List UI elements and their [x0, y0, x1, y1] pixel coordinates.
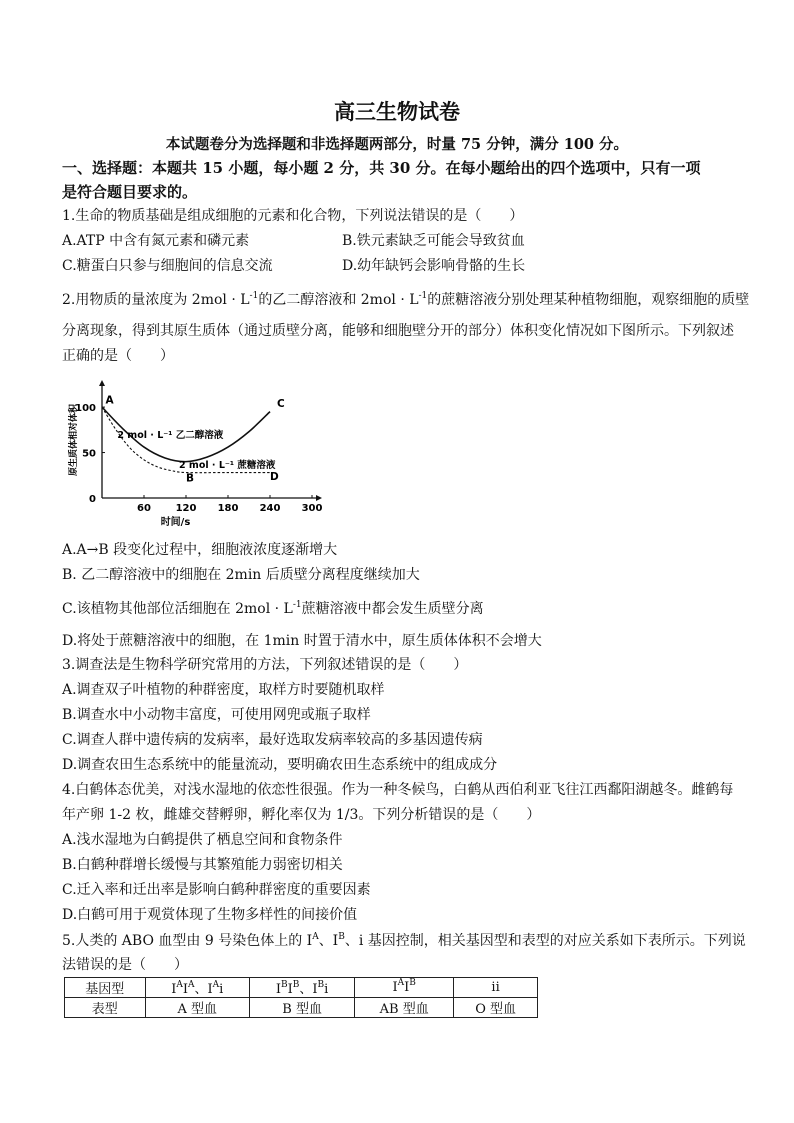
q1-option-a: A.ATP 中含有氮元素和磷元素: [62, 233, 250, 249]
phenotype-cell: O 型血: [454, 998, 538, 1018]
y-tick-label: 100: [75, 403, 96, 415]
x-tick-label: 180: [217, 503, 239, 514]
q2-option-c: [62, 599, 484, 619]
q2-stem-part2: 的乙二醇溶液和 2mol · L: [258, 292, 419, 308]
exam-instructions: 本试题卷分为选择题和非选择题两部分，时量 75 分钟，满分 100 分。: [165, 136, 629, 153]
q5-stem-line2: 法错误的是（ ）: [62, 957, 188, 973]
q5-stem-part1: 5.人类的 ABO 血型由 9 号染色体上的 I: [62, 933, 313, 949]
q2-option-c-part2: 蔗糖溶液中都会发生质壁分离: [301, 601, 484, 617]
q2-stem-part3: 的蔗糖溶液分别处理某种植物细胞，观察细胞的质壁: [427, 292, 750, 308]
q2-stem-part1: 2.用物质的量浓度为 2mol · L: [62, 292, 250, 308]
phenotype-cell: A 型血: [145, 998, 249, 1018]
point-label: A: [105, 394, 114, 407]
q1-option-b: B.铁元素缺乏可能会导致贫血: [342, 233, 525, 249]
blood-type-table: [64, 977, 538, 1018]
q2-stem-sup1: -1: [249, 291, 259, 301]
x-tick-label: 300: [301, 503, 322, 514]
point-label: B: [186, 472, 195, 485]
table-row: [65, 978, 538, 998]
q4-stem-line2: 年产卵 1-2 枚，雌雄交替孵卵，孵化率仅为 1/3。下列分析错误的是（ ）: [62, 807, 541, 823]
phenotype-cell: AB 型血: [355, 998, 454, 1018]
q3-stem: 3.调查法是生物科学研究常用的方法，下列叙述错误的是（ ）: [62, 657, 468, 673]
point-label: C: [277, 398, 285, 411]
q2-option-b: B. 乙二醇溶液中的细胞在 2min 后质壁分离程度继续加大: [62, 567, 420, 583]
x-axis-arrow: [316, 495, 322, 501]
q4-option-c: C.迁入率和迁出率是影响白鹤种群密度的重要因素: [62, 882, 371, 898]
series-label-sucrose: 2 mol · L⁻¹ 蔗糖溶液: [179, 460, 276, 471]
q3-option-a: A.调查双子叶植物的种群密度，取样方时要随机取样: [62, 682, 385, 698]
q5-stem-part2: 、I: [318, 933, 339, 949]
section-heading-line1: 一、选择题：本题共 15 小题，每小题 2 分，共 30 分。在每小题给出的四个选项中，只有一项: [62, 159, 701, 177]
q1-stem: 1.生命的物质基础是组成细胞的元素和化合物，下列说法错误的是（ ）: [62, 208, 524, 224]
q2-stem-line1: [62, 290, 749, 310]
q5-stem-sup-b: B: [338, 932, 345, 942]
y-axis-arrow: [99, 380, 105, 386]
series-label-ethylene-glycol: 2 mol · L⁻¹ 乙二醇溶液: [117, 430, 224, 441]
x-tick-label: 120: [175, 503, 197, 514]
genotype-cell-a: $I^AI^A$、$I^Ai$: [145, 978, 249, 998]
phenotype-cell: B 型血: [250, 998, 355, 1018]
page-title: 高三生物试卷: [334, 99, 460, 124]
y-tick-label: 0: [89, 494, 96, 505]
q4-option-b: B.白鹤种群增长缓慢与其繁殖能力弱密切相关: [62, 857, 343, 873]
point-label: D: [270, 470, 279, 483]
protoplast-volume-chart: [62, 380, 322, 530]
q4-option-d: D.白鹤可用于观赏体现了生物多样性的间接价值: [62, 907, 358, 923]
x-axis-label: 时间/s: [160, 517, 191, 528]
q3-option-d: D.调查农田生态系统中的能量流动，要明确农田生态系统中的组成成分: [62, 757, 498, 773]
q5-stem-part3: 、i 基因控制，相关基因型和表型的对应关系如下表所示。下列说: [344, 933, 746, 949]
table-header-phenotype: 表型: [65, 998, 146, 1018]
q3-option-c: C.调查人群中遗传病的发病率，最好选取发病率较高的多基因遗传病: [62, 732, 483, 748]
q4-stem-line1: 4.白鹤体态优美，对浅水湿地的依恋性很强。作为一种冬候鸟，白鹤从西伯利亚飞往江西鄱阳湖越冬。雌鹤每: [62, 782, 734, 798]
y-axis-label: 原生质体相对体积: [69, 403, 79, 477]
q1-option-c: C.糖蛋白只参与细胞间的信息交流: [62, 258, 273, 274]
table-header-genotype: 基因型: [65, 978, 146, 998]
q2-option-c-part1: C.该植物其他部位活细胞在 2mol · L: [62, 601, 293, 617]
x-tick-label: 240: [259, 503, 281, 514]
genotype-cell-ab: $I^AI^B$: [355, 978, 454, 998]
q2-stem-sup2: -1: [418, 291, 428, 301]
q1-option-d: D.幼年缺钙会影响骨骼的生长: [342, 258, 526, 274]
y-tick-label: 50: [82, 448, 96, 460]
q4-option-a: A.浅水湿地为白鹤提供了栖息空间和食物条件: [62, 832, 343, 848]
q5-stem-line1: [62, 931, 746, 951]
q2-stem-line2: 分离现象，得到其原生质体（通过质壁分离，能够和细胞壁分开的部分）体积变化情况如下图所示。下列叙述: [62, 323, 734, 339]
q3-option-b: B.调查水中小动物丰富度，可使用网兜或瓶子取样: [62, 707, 371, 723]
section-heading-line2: 是符合题目要求的。: [62, 183, 198, 201]
q2-option-c-sup: -1: [292, 600, 302, 610]
q5-stem-sup-a: A: [312, 932, 319, 942]
table-row: [65, 998, 538, 1018]
q2-stem-line3: 正确的是（ ）: [62, 348, 174, 364]
genotype-cell-o: ii: [454, 978, 538, 998]
x-tick-label: 60: [137, 503, 151, 514]
q2-option-d: D.将处于蔗糖溶液中的细胞，在 1min 时置于清水中，原生质体体积不会增大: [62, 633, 542, 649]
q2-option-a: A.A→B 段变化过程中，细胞液浓度逐渐增大: [62, 542, 338, 558]
genotype-cell-b: $I^BI^B$、$I^Bi$: [250, 978, 355, 998]
